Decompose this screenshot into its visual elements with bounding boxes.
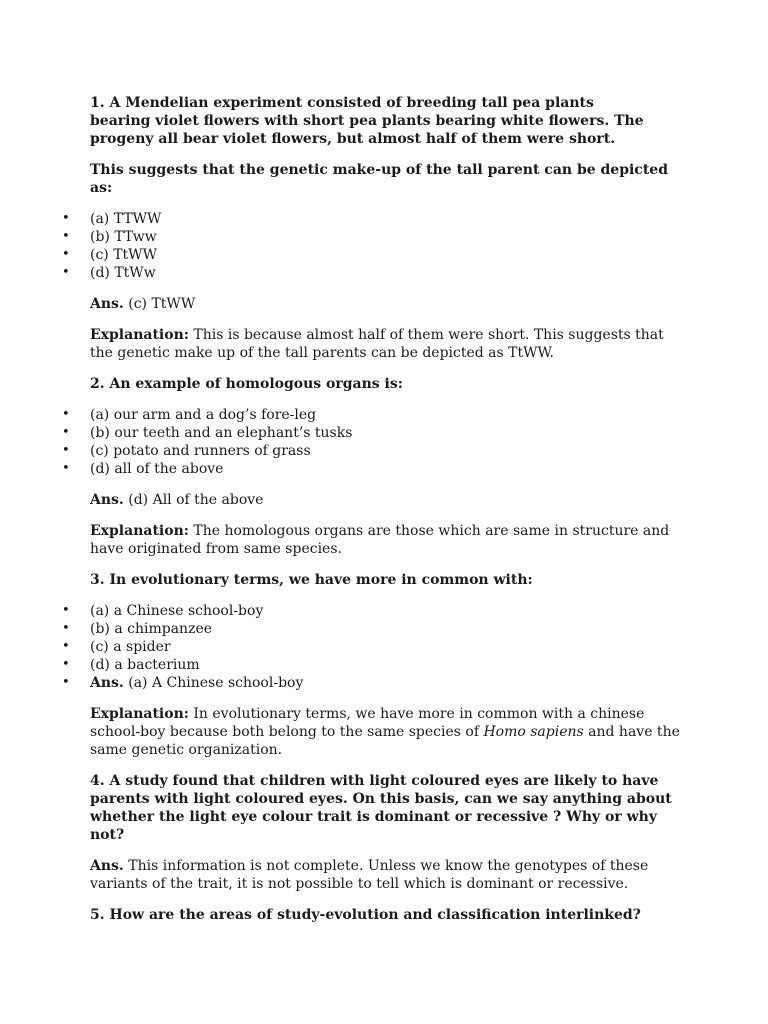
bullet-icon: • [62,211,70,226]
list-item [0,602,768,620]
explanation-text: This is because almost half of them were short. This suggests that the genetic make up of the tall parents can be depicted as TtWW. [90,327,664,361]
question-3-options [0,602,768,692]
list-item [0,442,768,460]
bullet-icon: • [62,461,70,476]
option-text: (b) a chimpanzee [90,621,213,637]
list-item [0,406,768,424]
explanation-text: The homologous organs are those which are same in structure and have originated from same species. [90,523,670,557]
bullet-icon: • [62,675,70,690]
option-text: (c) potato and runners of grass [90,443,311,459]
bullet-icon: • [62,657,70,672]
list-item [0,638,768,656]
explanation-1 [90,326,690,362]
bullet-icon: • [62,425,70,440]
answer-4 [90,857,690,893]
question-2: 2. An example of homologous organs is: [90,376,403,392]
species-name: Homo sapiens [483,724,584,740]
document-page [0,94,768,937]
bullet-icon: • [62,247,70,262]
option-text: (b) TTww [90,229,157,245]
question-1-options [0,210,768,282]
question-3: 3. In evolutionary terms, we have more in common with: [90,572,533,588]
explanation-text: and have the same genetic organization. [90,724,680,758]
list-item [0,424,768,442]
bullet-icon: • [62,639,70,654]
explanation-2 [90,522,690,558]
answer-text: (c) TtWW [123,296,196,312]
bullet-icon: • [62,603,70,618]
explanation-label: Explanation: [90,327,189,343]
list-item [0,656,768,674]
explanation-text: In evolutionary terms, we have more in common with a chinese school-boy because both belong to the same species of [90,706,645,740]
list-item [0,228,768,246]
list-item [0,246,768,264]
option-text: (d) all of the above [90,461,224,477]
list-item [0,620,768,638]
explanation-label: Explanation: [90,706,189,722]
answer-label: Ans. [90,858,124,874]
option-text: (a) a Chinese school-boy [90,603,264,619]
list-item [0,210,768,228]
option-text: (b) our teeth and an elephant’s tusks [90,425,353,441]
bullet-icon: • [62,407,70,422]
option-text: (c) TtWW [90,247,157,263]
answer-2 [90,491,690,509]
option-text: (a) TTWW [90,211,162,227]
bullet-icon: • [62,265,70,280]
question-1: 1. A Mendelian experiment consisted of breeding tall pea plants bearing violet flowers with short pea plants bearing white flowers. The progeny all bear violet flowers, but almost half of them were short. [90,95,644,147]
question-2-options [0,406,768,478]
answer-text: (a) A Chinese school-boy [123,675,304,691]
option-text: (c) a spider [90,639,171,655]
bullet-icon: • [62,621,70,636]
question-4: 4. A study found that children with light coloured eyes are likely to have parents with light coloured eyes. On this basis, can we say anything about whether the light eye colour trait is dominant or recessive ? Why or why not? [90,773,672,843]
answer-text: (d) All of the above [123,492,264,508]
question-1-prompt: This suggests that the genetic make-up of the tall parent can be depicted as: [90,162,668,196]
option-text: (d) TtWw [90,265,156,281]
option-text: (d) a bacterium [90,657,200,673]
list-item [0,264,768,282]
bullet-icon: • [62,443,70,458]
answer-label: Ans. [90,675,124,691]
explanation-label: Explanation: [90,523,189,539]
list-item [0,460,768,478]
bullet-icon: • [62,229,70,244]
option-text: (a) our arm and a dog’s fore-leg [90,407,317,423]
answer-label: Ans. [90,296,124,312]
answer-label: Ans. [90,492,124,508]
answer-text: This information is not complete. Unless we know the genotypes of these variants of the trait, it is not possible to tell which is dominant or recessive. [90,858,649,892]
explanation-3 [90,705,690,759]
answer-3 [0,674,768,692]
question-5: 5. How are the areas of study-evolution and classification interlinked? [90,907,641,923]
answer-1 [90,295,690,313]
